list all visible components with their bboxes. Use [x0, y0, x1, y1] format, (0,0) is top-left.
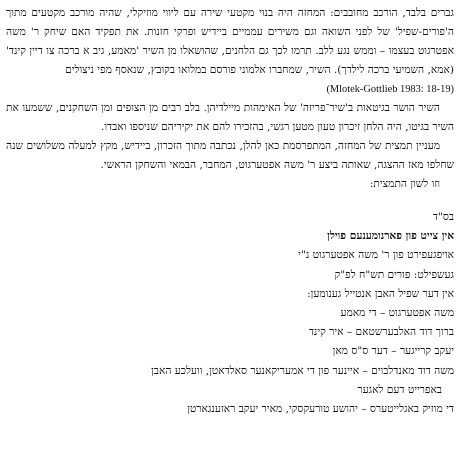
cast-heading: אין דער שפיל האבן אנטייל גענומען:: [307, 287, 454, 300]
paragraph-1-text: גברים בלבד, הורכב מחובבים: המחזה היה בנוי מקטעי שירה עם ליווי מוזיקלי, שהיה מורכב מקטעים מתוך ה'פורים-שפיל' של לפני השואה וגם משירים עממיים ביידיש ופרקי חזנות. את תפקיד האם שיחק ר' משה אפטרגוט בעצמו – וממש נגע ללב. תרמו לכך גם הלחנים, שהושאלו מן השיר 'מאמע, גיב א ברכה צו דיין קינד' (אמא, השמיעי ברכה לילדך). השיר, שמחברו אלמוני פורסם במלואו בקובץ, שנאסף מפי ניצולים: [6, 7, 454, 76]
paragraph-3: וזו לשון התמצית:: [369, 178, 440, 190]
bsd-marker: בס"ד: [432, 211, 454, 223]
cast-member-soldier-continued: באפרייט דעם לאגער: [357, 383, 442, 396]
music-accompanists: די מוזיק באגלייטערס – יהושע טורעקסקי, מאיר יעקב ראזענגארטן: [187, 403, 454, 416]
cast-member: יעקב קרייגער – דער ס"ס מאן: [332, 345, 454, 358]
citation-line: [6, 80, 454, 99]
yiddish-summary: [6, 208, 454, 419]
cast-member-soldier: משה דוד מאנדלבוים – איינער פון די אמעריקאנער סאלדאטן, וועלכע האבן: [151, 364, 454, 377]
paragraph-1: [6, 4, 454, 99]
prose-section: [6, 4, 454, 194]
cast-member: משה אפטערגוט – די מאמע: [340, 307, 454, 320]
citation-mlotek-gottlieb: (Mlotek-Gottlieb 1983: 18-19): [326, 84, 454, 95]
author-line: אויפגעפירט פון ר' משה אפטערגוט נ"י: [298, 249, 454, 262]
cast-member: ברוך דוד האלבערשטאם – איר קינד: [308, 326, 454, 339]
play-title: אין צייט פון פארנומענעם פוילן: [327, 230, 454, 243]
paragraph-2: מעניין תמצית של המחזה, המתפרסמת כאן להלן, נכתבה מתוך הזכרון, ביידיש, מקץ למעלה משלושים שנה שחלפו מאז ההצגה, שאותה ביצע ר' משה אפטערגוט, המחבר, הבמאי והשחקן הראשי.: [6, 140, 454, 171]
date-line: געשפילט: פורים תש"ח לפ"ק: [334, 268, 454, 281]
paragraph-1-continued: השיר הושר בגיטאות ב'שיר־פריזה' של האימהות מיילדיהן. בלב רבים מן הצופים ומן השחקנים, ששמעו את השיר בגיטו, היה הלחן זיכרון טעון מטען רגשי, בהזכירו להם את יקיריהם שניספו ואבדו.: [6, 102, 454, 133]
